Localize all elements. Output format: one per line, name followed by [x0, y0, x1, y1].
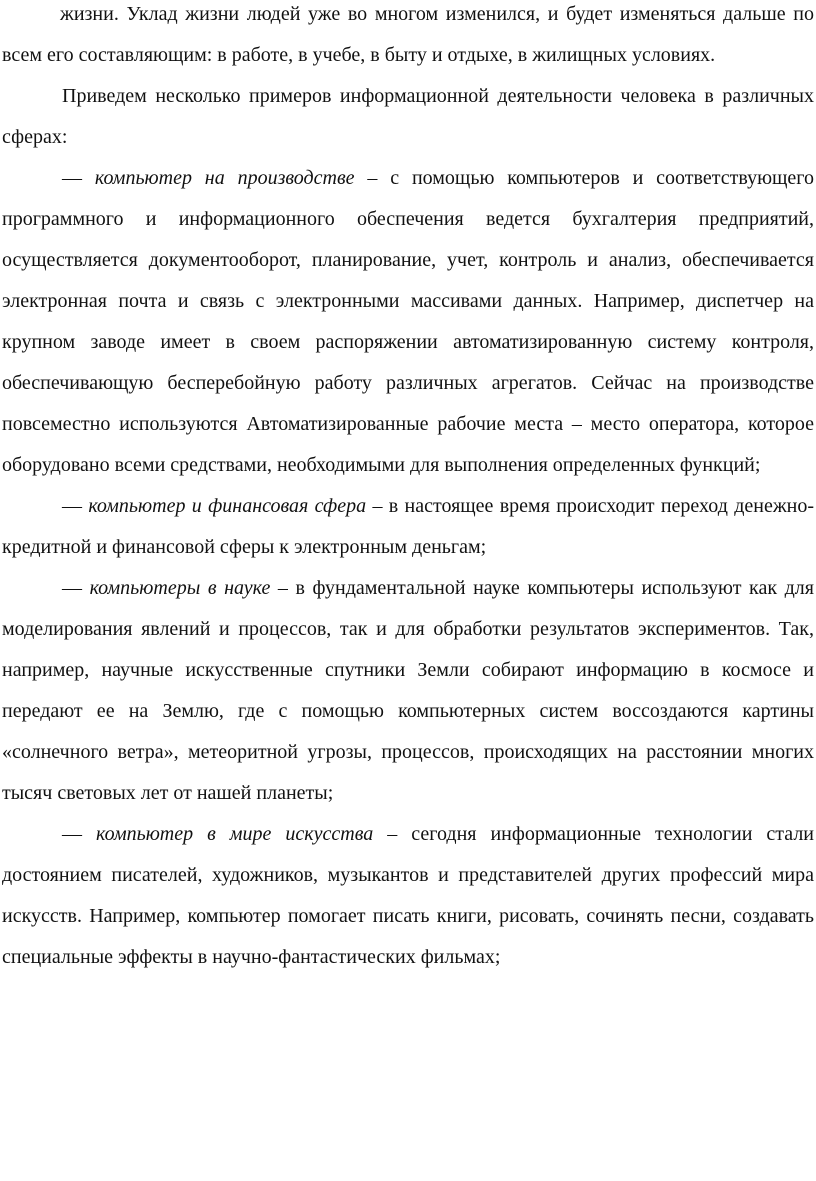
list-item-art — [2, 814, 814, 978]
list-text-production: – с помощью компьютеров и соответствующего программного и информационного обеспечения ведется бухгалтерия предприятий, осуществляется документооборот, планирование, учет, контроль и анализ, обеспечивается электронная почта и связь с электронными массивами данных. Например, диспетчер на крупном заводе имеет в своем распоряжении автоматизированную систему контроля, обеспечивающую бесперебойную работу различных агрегатов. Сейчас на производстве повсеместно используются Автоматизированные рабочие места – место оператора, которое оборудовано всеми средствами, необходимыми для выполнения определенных функций; — [2, 167, 814, 476]
list-text-science: – в фундаментальной науке компьютеры используют как для моделирования явлений и процессов, так и для обработки результатов экспериментов. Так, например, научные искусственные спутники Земли собирают информацию в космосе и передают ее на Землю, где с помощью компьютерных систем воссоздаются картины «солнечного ветра», метеоритной угрозы, процессов, происходящих на расстоянии многих тысяч световых лет от нашей планеты; — [2, 577, 814, 804]
list-term-science: компьютеры в науке — [89, 577, 271, 599]
list-dash: — — [62, 577, 82, 599]
list-term-finance: компьютер и финансовая сфера — [88, 495, 367, 517]
list-term-art: компьютер в мире искусства — [96, 823, 374, 845]
list-item-finance — [2, 486, 814, 568]
paragraph-examples-lead — [2, 76, 814, 158]
list-text-art: – сегодня информационные технологии стали достоянием писателей, художников, музыкантов и представителей других профессий мира искусств. Например, компьютер помогает писать книги, рисовать, сочинять песни, создавать специальные эффекты в научно-фантастических фильмах; — [2, 823, 815, 968]
list-dash: — — [62, 495, 82, 517]
list-dash: — — [62, 823, 82, 845]
list-dash: — — [62, 167, 82, 189]
paragraph-intro — [2, 0, 814, 76]
list-item-production — [2, 158, 814, 486]
paragraph-intro-text: жизни. Уклад жизни людей уже во многом изменился, и будет изменяться дальше по всем его составляющим: в работе, в учебе, в быту и отдыхе, в жилищных условиях. — [2, 3, 814, 66]
paragraph-examples-lead-text: Приведем несколько примеров информационной деятельности человека в различных сферах: — [2, 85, 814, 148]
list-term-production: компьютер на производстве — [94, 167, 355, 189]
list-text-finance: – в настоящее время происходит переход денежно-кредитной и финансовой сферы к электронным деньгам; — [2, 495, 815, 558]
list-item-science — [2, 568, 814, 814]
